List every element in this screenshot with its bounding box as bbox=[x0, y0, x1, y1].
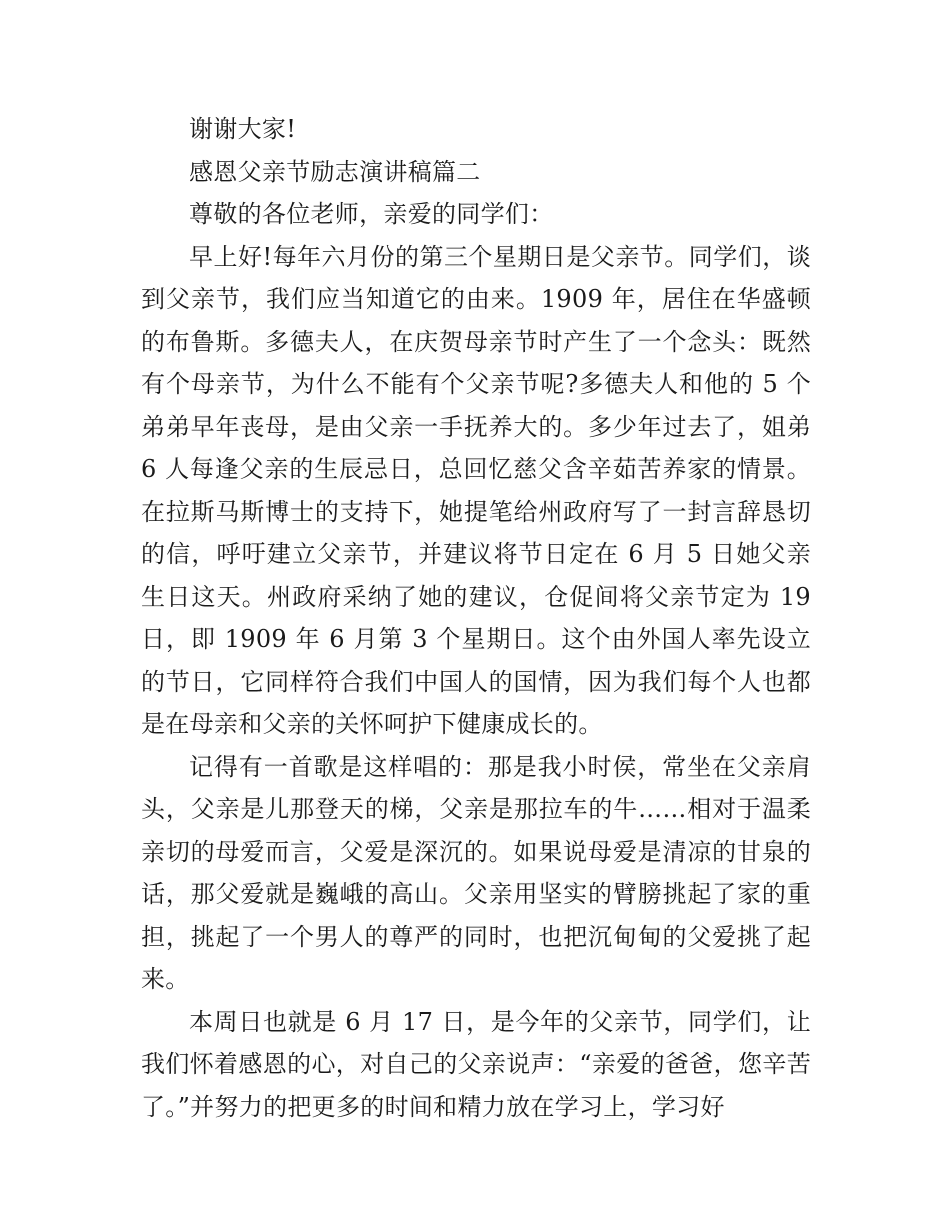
salutation: 尊敬的各位老师，亲爱的同学们： bbox=[189, 200, 554, 228]
document-body bbox=[141, 108, 811, 1128]
body-paragraph-sunday: 本周日也就是 6 月 17 日，是今年的父亲节，同学们，让我们怀着感恩的心，对自己的父亲说声：“亲爱的爸爸，您辛苦了。”并努力的把更多的时间和精力放在学习上，学习好 bbox=[141, 1007, 811, 1121]
closing-thanks: 谢谢大家! bbox=[189, 115, 297, 143]
body-paragraph-song: 记得有一首歌是这样唱的：那是我小时侯，常坐在父亲肩头，父亲是儿那登天的梯，父亲是那拉车的牛……相对于温柔亲切的母爱而言，父爱是深沉的。如果说母爱是清凉的甘泉的话，那父爱就是巍峨的高山。父亲用坚实的臂膀挑起了家的重担，挑起了一个男人的尊严的同时，也把沉甸甸的父爱挑了起来。 bbox=[141, 752, 811, 993]
section-title: 感恩父亲节励志演讲稿篇二 bbox=[189, 157, 481, 186]
body-paragraph-origin: 早上好!每年六月份的第三个星期日是父亲节。同学们，谈到父亲节，我们应当知道它的由来。1909 年，居住在华盛顿的布鲁斯。多德夫人，在庆贺母亲节时产生了一个念头：既然有个母亲节，为什么不能有个父亲节呢?多德夫人和他的 5 个弟弟早年丧母，是由父亲一手抚养大的。多少年过去了，姐弟 6 人每逢父亲的生辰忌日，总回忆慈父含辛茹苦养家的情景。在拉斯马斯博士的支持下，她提笔给州政府写了一封言辞恳切的信，呼吁建立父亲节，并建议将节日定在 6 月 5 日她父亲生日这天。州政府采纳了她的建议，仓促间将父亲节定为 19 日，即 1909 年 6 月第 3 个星期日。这个由外国人率先设立的节日，它同样符合我们中国人的国情，因为我们每个人也都是在母亲和父亲的关怀呵护下健康成长的。 bbox=[141, 242, 811, 738]
